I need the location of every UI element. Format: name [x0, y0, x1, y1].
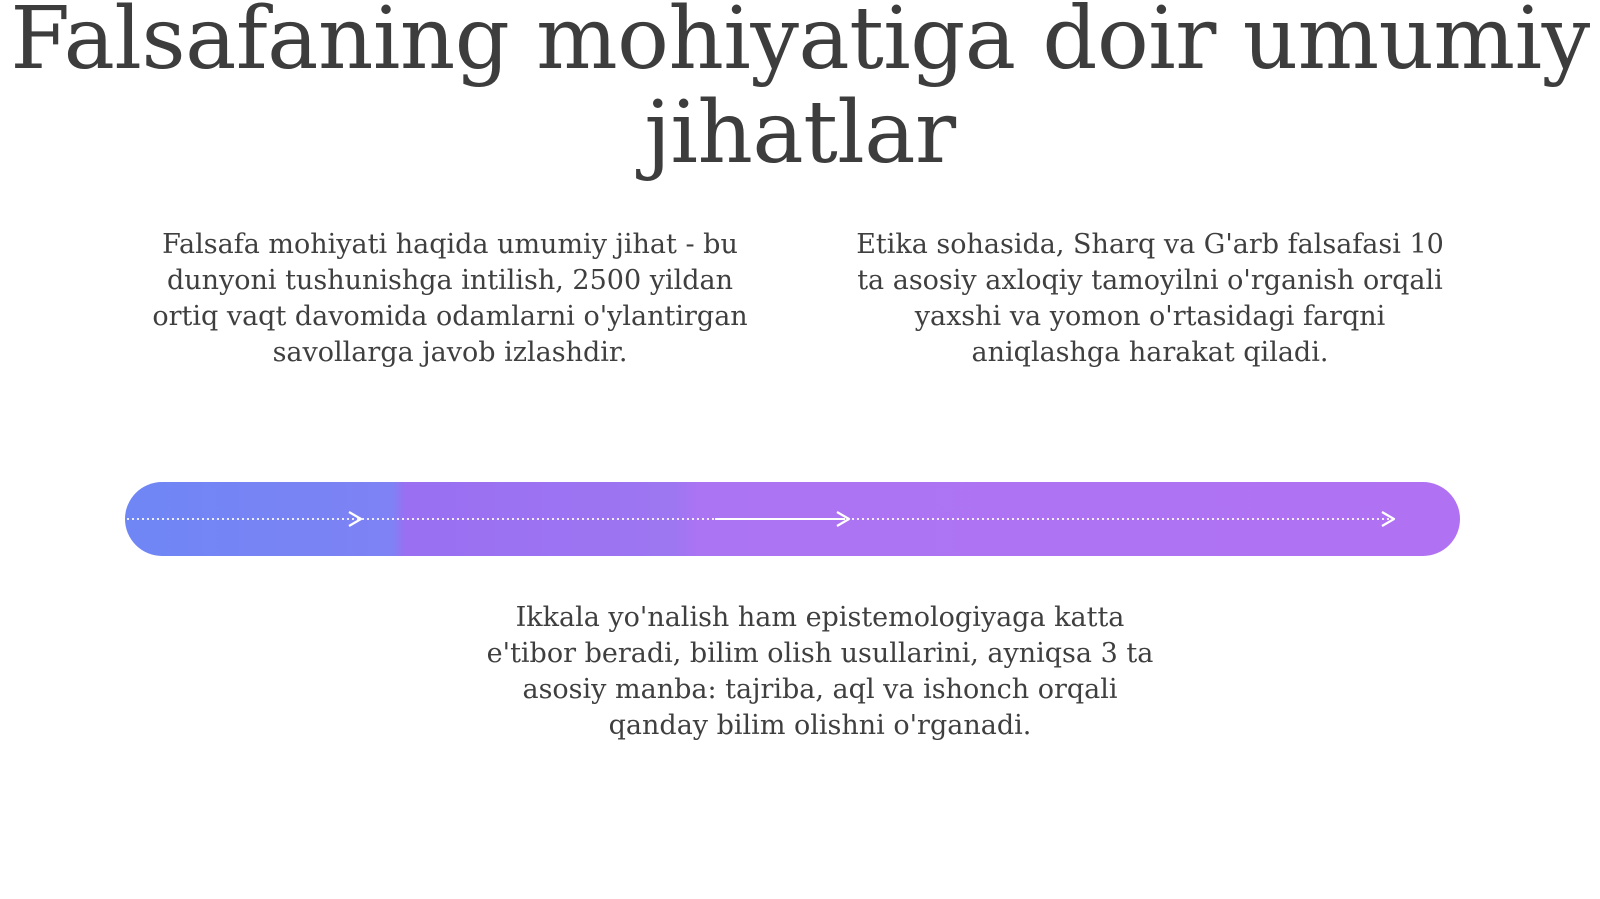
text-block-top-right: Etika sohasida, Sharq va G'arb falsafasi 10 ta asosiy axloqiy tamoyilni o'rganish orqali yaxshi va yomon o'rtasidagi farqni aniqlashga harakat qiladi.	[856, 229, 1444, 368]
text-block-top-left: Falsafa mohiyati haqida umumiy jihat - bu dunyoni tushunishga intilish, 2500 yildan ortiq vaqt davomida odamlarni o'ylantirgan savollarga javob izlashdir.	[152, 229, 748, 368]
slide-title: Falsafaning mohiyatiga doir umumiy jihatlar	[10, 0, 1590, 183]
timeline-arrow-graphic	[125, 482, 1460, 556]
timeline-arrow-band	[125, 482, 1460, 556]
text-block-bottom: Ikkala yo'nalish ham epistemologiyaga katta e'tibor beradi, bilim olish usullarini, ayniqsa 3 ta asosiy manba: tajriba, aql va ishonch orqali qanday bilim olishni o'rganadi.	[486, 602, 1154, 741]
